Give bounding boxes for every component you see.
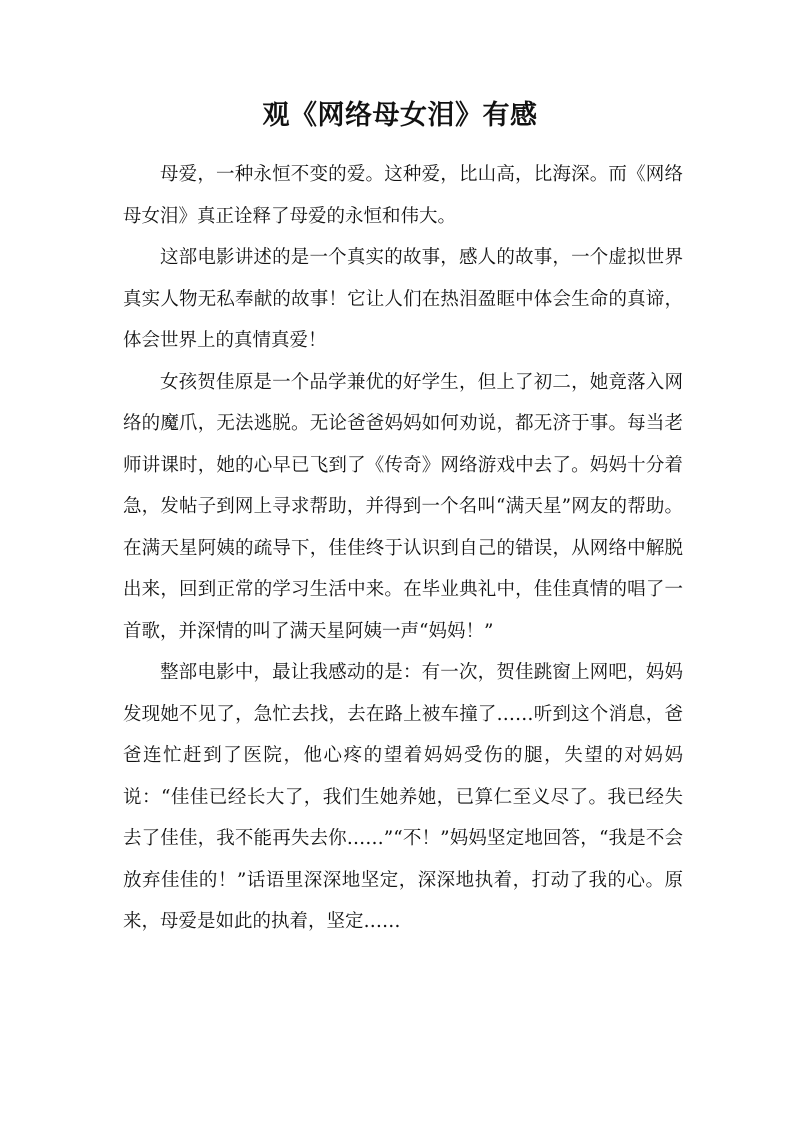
paragraph-1: 母爱，一种永恒不变的爱。这种爱，比山高，比海深。而《网络母女泪》真正诠释了母爱的永恒和伟大。	[123, 164, 683, 227]
article-body	[123, 154, 683, 943]
page-title: 观《网络母女泪》有感	[262, 100, 538, 131]
paragraph-4: 整部电影中，最让我感动的是：有一次，贺佳跳窗上网吧，妈妈发现她不见了，急忙去找，去在路上被车撞了……听到这个消息，爸爸连忙赶到了医院，他心疼的望着妈妈受伤的腿，失望的对妈妈说：“佳佳已经长大了，我们生她养她，已算仁至义尽了。我已经失去了佳佳，我不能再失去你……”“不！”妈妈坚定地回答，“我是不会放弃佳佳的！”话语里深深地坚定，深深地执着，打动了我的心。原来，母爱是如此的执着，坚定……	[123, 662, 683, 932]
paragraph-2: 这部电影讲述的是一个真实的故事，感人的故事，一个虚拟世界真实人物无私奉献的故事！它让人们在热泪盈眶中体会生命的真谛，体会世界上的真情真爱！	[123, 247, 683, 351]
paragraph-3: 女孩贺佳原是一个品学兼优的好学生，但上了初二，她竟落入网络的魔爪，无法逃脱。无论爸爸妈妈如何劝说，都无济于事。每当老师讲课时，她的心早已飞到了《传奇》网络游戏中去了。妈妈十分着急，发帖子到网上寻求帮助，并得到一个名叫“满天星”网友的帮助。在满天星阿姨的疏导下，佳佳终于认识到自己的错误，从网络中解脱出来，回到正常的学习生活中来。在毕业典礼中，佳佳真情的唱了一首歌，并深情的叫了满天星阿姨一声“妈妈！”	[123, 371, 683, 642]
